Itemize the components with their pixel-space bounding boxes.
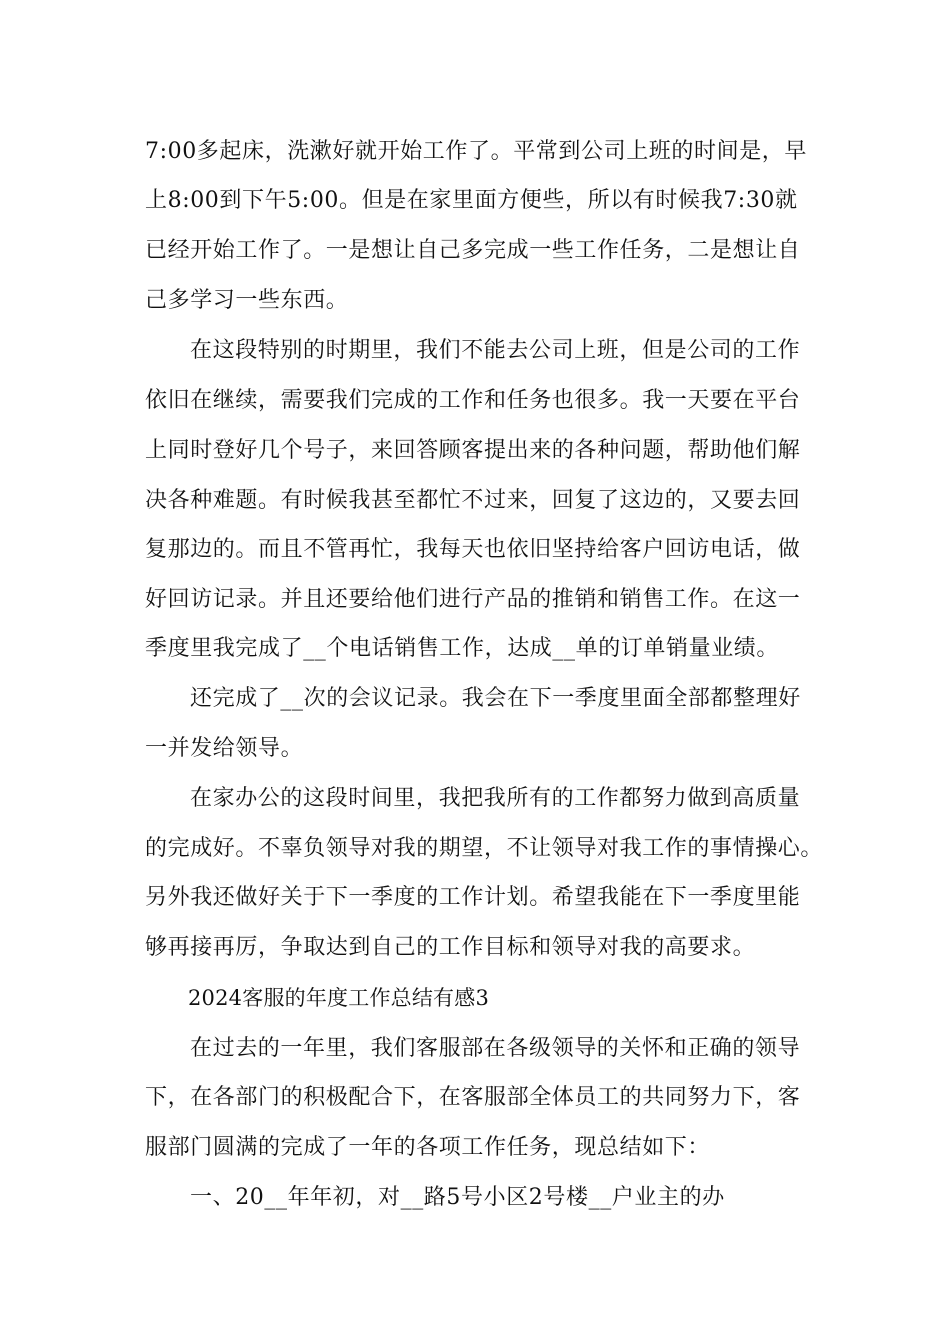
section-heading: 2024客服的年度工作总结有感3: [188, 986, 490, 1010]
paragraph-line: 依旧在继续，需要我们完成的工作和任务也很多。我一天要在平台: [145, 388, 801, 413]
paragraph-line: 已经开始工作了。一是想让自己多完成一些工作任务，二是想让自: [145, 238, 801, 263]
paragraph-line: 上同时登好几个号子，来回答顾客提出来的各种问题，帮助他们解: [145, 438, 801, 463]
paragraph-line: 下，在各部门的积极配合下，在客服部全体员工的共同努力下，客: [145, 1085, 801, 1110]
paragraph-line: 另外我还做好关于下一季度的工作计划。希望我能在下一季度里能: [145, 885, 801, 910]
paragraph-line: 7:00多起床，洗漱好就开始工作了。平常到公司上班的时间是，早: [145, 139, 808, 164]
paragraph-line: 决各种难题。有时候我甚至都忙不过来，回复了这边的，又要去回: [145, 488, 801, 513]
paragraph-line: 季度里我完成了__个电话销售工作，达成__单的订单销量业绩。: [145, 636, 780, 661]
paragraph-line: 服部门圆满的完成了一年的各项工作任务，现总结如下：: [145, 1135, 711, 1160]
paragraph-line: 好回访记录。并且还要给他们进行产品的推销和销售工作。在这一: [145, 587, 801, 612]
paragraph-line: 够再接再厉，争取达到自己的工作目标和领导对我的高要求。: [145, 935, 756, 960]
paragraph-line: 复那边的。而且不管再忙，我每天也依旧坚持给客户回访电话，做: [145, 537, 801, 562]
paragraph-line: 一、20__年年初，对__路5号小区2号楼__户业主的办: [190, 1185, 725, 1210]
paragraph-line: 己多学习一些东西。: [145, 288, 349, 313]
paragraph-line: 一并发给领导。: [145, 736, 304, 761]
paragraph-line: 在过去的一年里，我们客服部在各级领导的关怀和正确的领导: [190, 1036, 801, 1061]
paragraph-line: 的完成好。不辜负领导对我的期望，不让领导对我工作的事情操心。: [145, 836, 824, 861]
paragraph-line: 还完成了__次的会议记录。我会在下一季度里面全部都整理好: [190, 686, 801, 711]
paragraph-line: 在这段特别的时期里，我们不能去公司上班，但是公司的工作: [190, 338, 801, 363]
paragraph-line: 上8:00到下午5:00。但是在家里面方便些，所以有时候我7:30就: [145, 188, 798, 213]
paragraph-line: 在家办公的这段时间里，我把我所有的工作都努力做到高质量: [190, 786, 801, 811]
